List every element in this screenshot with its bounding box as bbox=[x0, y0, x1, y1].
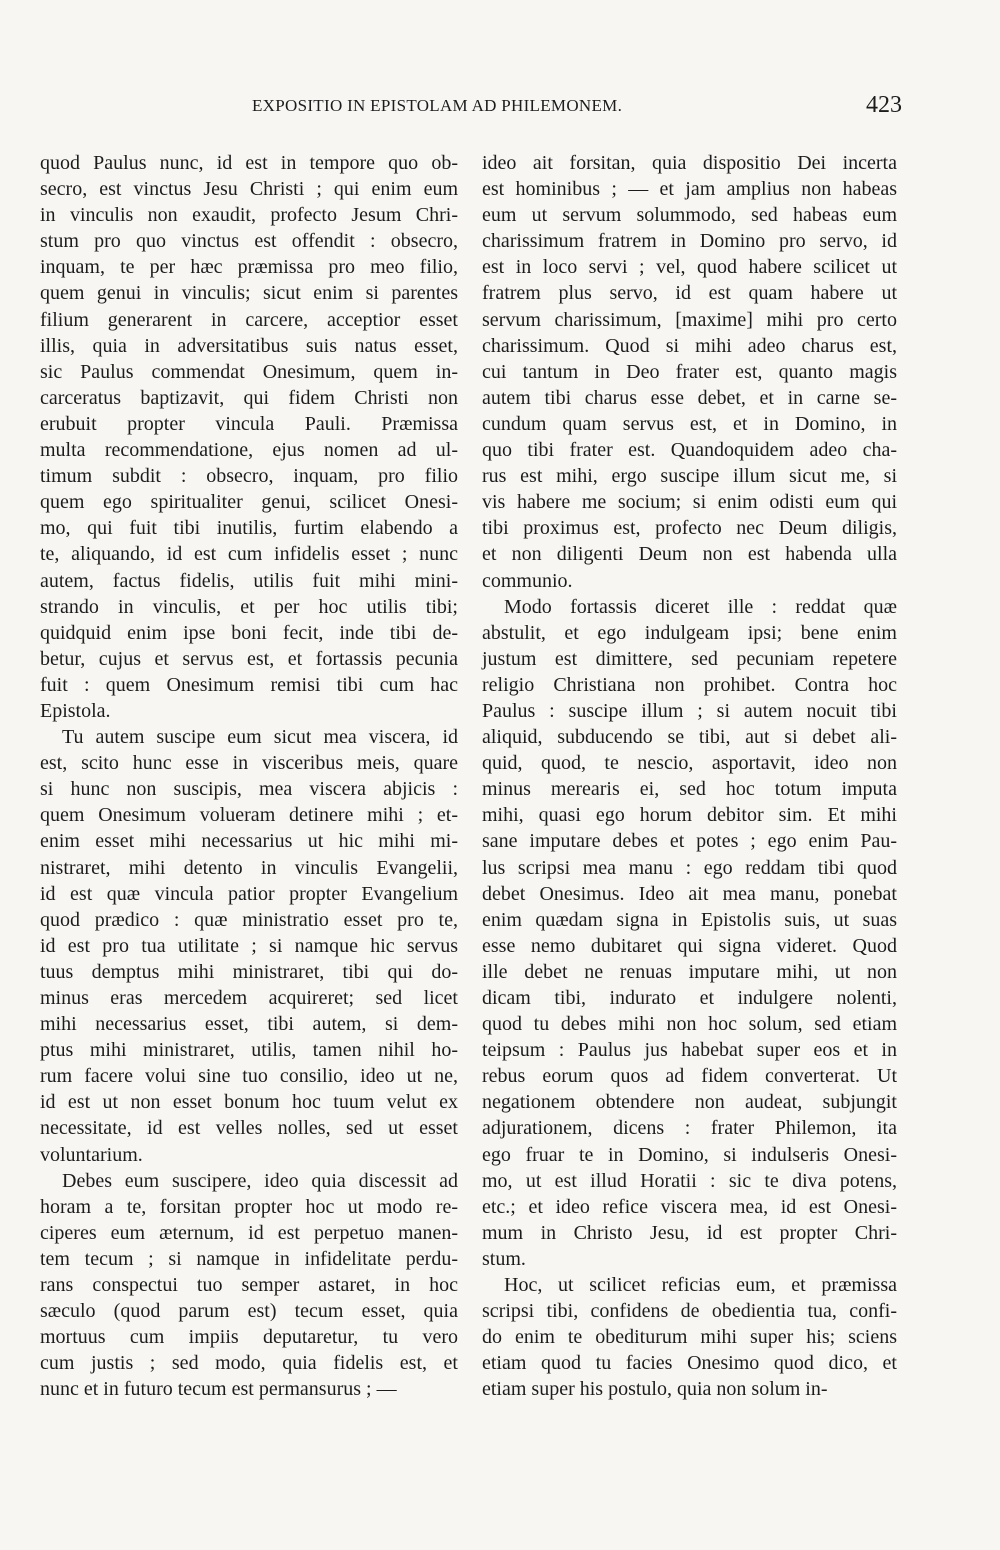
text-line: etiam super his postulo, quia non solum in- bbox=[482, 1378, 828, 1401]
text-line: eum ut servum solummodo, sed habeas eum bbox=[482, 204, 897, 227]
text-line: voluntarium. bbox=[40, 1143, 143, 1166]
text-line: mo, qui fuit tibi inutilis, furtim elabendo a bbox=[40, 517, 458, 540]
text-line: strando in vinculis, et per hoc utilis tibi; bbox=[40, 595, 458, 618]
text-line: mum in Christo Jesu, id est propter Chri- bbox=[482, 1221, 897, 1244]
text-line: justum est dimittere, sed pecuniam repetere bbox=[482, 647, 897, 670]
text-line: lus scripsi mea manu : ego reddam tibi quod bbox=[482, 856, 897, 879]
text-line: cui tantum in Deo frater est, quanto magis bbox=[482, 360, 897, 383]
text-line: aliquid, subducendo se tibi, aut si debet ali- bbox=[482, 726, 897, 749]
text-line: mortuus cum impiis deputaretur, tu vero bbox=[40, 1326, 458, 1349]
text-line: scripsi tibi, confidens de obedientia tua, confi- bbox=[482, 1300, 897, 1323]
text-line: multa recommendatione, ejus nomen ad ul- bbox=[40, 439, 458, 462]
text-line: quem Onesimum volueram detinere mihi ; et- bbox=[40, 804, 458, 827]
text-line: rebus eorum quos ad fidem converterat. Ut bbox=[482, 1065, 897, 1088]
text-line: autem tibi charus esse debet, et in carne se- bbox=[482, 386, 897, 409]
text-line: si hunc non suscipis, mea viscera abjicis : bbox=[40, 778, 458, 801]
text-line: in vinculis non exaudit, profecto Jesum Chri- bbox=[40, 204, 458, 227]
text-line: autem, factus fidelis, utilis fuit mihi mini- bbox=[40, 569, 458, 592]
text-line: est, scito hunc esse in visceribus meis, quare bbox=[40, 752, 458, 775]
text-line: inquam, te per hæc præmissa pro meo filio, bbox=[40, 256, 458, 279]
text-line: te, aliquando, id est cum infidelis esset ; nunc bbox=[40, 543, 458, 566]
text-line: Hoc, ut scilicet reficias eum, et præmissa bbox=[504, 1274, 897, 1297]
text-line: enim esset mihi necessarius ut hic mihi mi- bbox=[40, 830, 458, 853]
text-line: illis, quia in adversitatibus suis natus esset, bbox=[40, 334, 458, 357]
text-line: fratrem plus servo, id est quam habere ut bbox=[482, 282, 897, 305]
text-line: debet Onesimus. Ideo ait mea manu, ponebat bbox=[482, 882, 897, 905]
text-line: quem genui in vinculis; sicut enim si parentes bbox=[40, 282, 458, 305]
text-line: communio. bbox=[482, 569, 573, 592]
text-line: Debes eum suscipere, ideo quia discessit ad bbox=[62, 1169, 458, 1192]
text-line: do enim te obediturum mihi super his; sciens bbox=[482, 1326, 897, 1349]
text-line: et non diligenti Deum non est habenda ulla bbox=[482, 543, 897, 566]
text-line: id est ut non esset bonum hoc tuum velut ex bbox=[40, 1091, 458, 1114]
text-line: enim quædam signa in Epistolis suis, ut suas bbox=[482, 908, 897, 931]
text-line: esse nemo dubitaret qui signa videret. Quod bbox=[482, 934, 897, 957]
text-line: religio Christiana non prohibet. Contra hoc bbox=[482, 673, 897, 696]
text-line: rum facere volui sine tuo consilio, ideo ut ne, bbox=[40, 1065, 458, 1088]
text-line: rans conspectui tuo semper astaret, in hoc bbox=[40, 1274, 458, 1297]
text-line: nistraret, mihi detento in vinculis Evangelii, bbox=[40, 856, 458, 879]
text-line: minus eras mercedem acquireret; sed licet bbox=[40, 987, 458, 1009]
text-line: mo, ut est illud Horatii : sic te diva potens, bbox=[482, 1169, 897, 1192]
text-line: etiam quod tu facies Onesimo quod dico, et bbox=[482, 1352, 897, 1375]
text-line: Modo fortassis diceret ille : reddat quæ bbox=[504, 595, 897, 618]
text-line: charissimum. Quod si mihi adeo charus est, bbox=[482, 334, 897, 357]
text-line: abstulit, et ego indulgeam ipsi; bene enim bbox=[482, 621, 897, 644]
text-line: sæculo (quod parum est) tecum esset, quia bbox=[40, 1300, 458, 1323]
text-line: est in loco servi ; vel, quod habere scilicet ut bbox=[482, 256, 897, 279]
text-line: tem tecum ; si namque in infidelitate perdu- bbox=[40, 1247, 458, 1270]
text-line: ptus mihi ministraret, utilis, tamen nihil ho- bbox=[40, 1039, 458, 1062]
text-line: Epistola. bbox=[40, 699, 111, 722]
text-line: ciperes eum æternum, id est perpetuo manen- bbox=[40, 1221, 458, 1244]
text-line: quo tibi frater est. Quandoquidem adeo cha- bbox=[482, 439, 897, 462]
left-column bbox=[40, 150, 458, 1403]
text-line: ideo ait forsitan, quia dispositio Dei incerta bbox=[482, 152, 897, 174]
text-line: quid, quod, te nescio, asportavit, ideo non bbox=[482, 752, 897, 775]
text-line: cundum quam servus est, et in Domino, in bbox=[482, 412, 897, 435]
text-line: stum pro quo vinctus est offendit : obsecro, bbox=[40, 230, 458, 253]
text-line: dicam tibi, indurato et indulgere nolenti, bbox=[482, 987, 897, 1009]
page-number: 423 bbox=[866, 92, 902, 118]
text-line: mihi, quasi ego horum debitor sim. Et mihi bbox=[482, 804, 897, 827]
text-line: quod Paulus nunc, id est in tempore quo ob- bbox=[40, 152, 458, 174]
text-line: id est pro tua utilitate ; si namque hic servus bbox=[40, 934, 458, 957]
text-line: vis habere me socium; si enim odisti eum qui bbox=[482, 491, 897, 514]
text-line: servum charissimum, [maxime] mihi pro certo bbox=[482, 308, 897, 331]
text-line: fuit : quem Onesimum remisi tibi cum hac bbox=[40, 673, 458, 696]
text-line: horam a te, forsitan propter hoc ut modo re- bbox=[40, 1195, 458, 1218]
text-line: sane imputare debes et potes ; ego enim Pau- bbox=[482, 830, 897, 853]
text-line: sic Paulus commendat Onesimum, quem in- bbox=[40, 360, 458, 383]
text-line: timum subdit : obsecro, inquam, pro filio bbox=[40, 465, 458, 488]
text-line: tuus demptus mihi ministraret, tibi qui do- bbox=[40, 960, 458, 983]
page-header bbox=[0, 92, 1000, 132]
text-line: nunc et in futuro tecum est permansurus ; — bbox=[40, 1378, 397, 1401]
text-line: quidquid enim ipse boni fecit, inde tibi de- bbox=[40, 621, 458, 644]
text-line: carceratus baptizavit, qui fidem Christi non bbox=[40, 386, 458, 409]
text-line: mihi necessarius esset, tibi autem, si dem- bbox=[40, 1013, 458, 1036]
text-line: minus merearis ei, sed hoc totum imputa bbox=[482, 778, 897, 801]
text-line: negationem obtendere non audeat, subjungit bbox=[482, 1091, 897, 1114]
text-line: stum. bbox=[482, 1247, 526, 1270]
text-line: est hominibus ; — et jam amplius non habeas bbox=[482, 178, 897, 201]
text-line: ego fruar te in Domino, si indulseris Onesi- bbox=[482, 1143, 897, 1166]
text-line: erubuit propter vincula Pauli. Præmissa bbox=[40, 412, 458, 435]
text-line: quod prædico : quæ ministratio esset pro te, bbox=[40, 908, 458, 931]
text-line: secro, est vinctus Jesu Christi ; qui enim eum bbox=[40, 178, 458, 201]
text-line: adjurationem, dicens : frater Philemon, ita bbox=[482, 1117, 897, 1140]
text-line: quod tu debes mihi non hoc solum, sed etiam bbox=[482, 1013, 897, 1036]
text-line: teipsum : Paulus jus habebat super eos et in bbox=[482, 1039, 897, 1062]
running-title: EXPOSITIO IN EPISTOLAM AD PHILEMONEM. bbox=[252, 96, 623, 115]
text-line: id est quæ vincula patior propter Evangelium bbox=[40, 882, 458, 905]
text-line: etc.; et ideo refice viscera mea, id est Onesi- bbox=[482, 1195, 897, 1218]
text-line: ille debet ne renuas imputare mihi, ut non bbox=[482, 960, 897, 983]
right-column bbox=[482, 150, 897, 1403]
text-line: cum justis ; sed modo, quia fidelis est, et bbox=[40, 1352, 458, 1375]
text-line: betur, cujus et servus est, et fortassis pecunia bbox=[40, 647, 458, 670]
text-line: quem ego spiritualiter genui, scilicet Onesi- bbox=[40, 491, 458, 514]
text-line: Tu autem suscipe eum sicut mea viscera, id bbox=[62, 726, 458, 749]
text-line: charissimum fratrem in Domino pro servo, id bbox=[482, 230, 897, 253]
text-line: filium generarent in carcere, acceptior esset bbox=[40, 308, 458, 331]
text-line: rus est mihi, ergo suscipe illum sicut me, si bbox=[482, 465, 897, 488]
text-line: tibi proximus est, profecto nec Deum diligis, bbox=[482, 517, 897, 540]
text-line: Paulus : suscipe illum ; si autem nocuit tibi bbox=[482, 699, 897, 722]
text-line: necessitate, id est velles nolles, sed ut esset bbox=[40, 1117, 458, 1140]
